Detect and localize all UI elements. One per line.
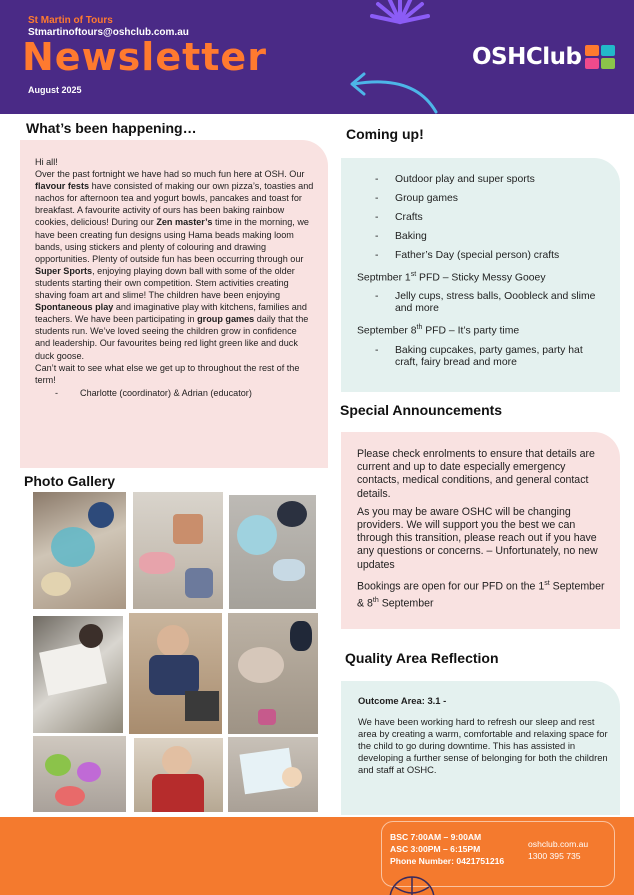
outcome-area: Outcome Area: 3.1 - (358, 695, 447, 706)
hotline-number[interactable]: 1300 395 735 (528, 851, 581, 861)
bold-phrase: Zen master’s (156, 217, 213, 228)
happening-paragraph (35, 168, 314, 362)
signoff-dash: - (55, 387, 59, 398)
section-heading-quality: Quality Area Reflection (345, 650, 499, 666)
bsc-hours: BSC 7:00AM – 9:00AM (390, 832, 482, 842)
bold-phrase: group games (197, 314, 255, 325)
bold-phrase: Spontaneous play (35, 302, 114, 313)
text-run: Over the past fortnight we have had so much fun here at OSH. Our (35, 169, 305, 180)
signoff-text: Charlotte (coordinator) & Adrian (educator) (80, 387, 252, 398)
list-item: - Group games (375, 193, 458, 204)
special-panel (341, 432, 620, 629)
gallery-photo (134, 738, 223, 812)
quality-text: We have been working hard to refresh our sleep and rest area by creating a warm, comfortable and relaxing space for the child to go during downtime. This has assisted in developing a further sense of belonging for both the children and staff at OSHC. (358, 716, 608, 776)
gallery-photo (33, 736, 126, 812)
announcement-2: As you may be aware OSHC will be changing providers. We will support you the best we can through this transition, please reach out if you have any questions or concerns. – Unfortunately, no new updates (357, 505, 598, 571)
website-link[interactable]: oshclub.com.au (528, 839, 589, 849)
list-item: - Baking (375, 231, 427, 242)
header-banner (0, 0, 634, 114)
bold-phrase: Super Sports (35, 265, 93, 276)
happening-panel (20, 140, 328, 468)
newsletter-title: Newsletter (22, 35, 267, 79)
announcement-3: Bookings are open for our PFD on the 1st September & 8th September (357, 579, 605, 610)
gallery-photo (129, 613, 222, 734)
pfd-heading-2: September 8th PFD – It’s party time (357, 324, 520, 337)
list-item: - Crafts (375, 212, 423, 223)
list-item: - Baking cupcakes, party games, party hat craft, fairy bread and more (375, 344, 583, 368)
bold-phrase: flavour fests (35, 181, 90, 192)
section-heading-happening: What’s been happening… (26, 120, 197, 136)
newsletter-date: August 2025 (28, 85, 82, 95)
section-heading-special: Special Announcements (340, 402, 503, 418)
gallery-photo (229, 495, 316, 609)
gallery-photo (228, 613, 318, 734)
gallery-photo (133, 492, 223, 609)
footer-bar (0, 817, 634, 895)
asc-hours: ASC 3:00PM – 6:15PM (390, 844, 481, 854)
gallery-photo (33, 492, 126, 609)
quality-panel (341, 681, 620, 815)
announcement-1: Please check enrolments to ensure that details are current and up to date especially emergency contacts, medical conditions, and general contact details. (357, 448, 595, 500)
org-email[interactable]: Stmartinoftours@oshclub.com.au (28, 27, 189, 38)
section-heading-gallery: Photo Gallery (24, 473, 116, 489)
phone-number[interactable]: Phone Number: 0421751216 (390, 856, 505, 866)
org-name: St Martin of Tours (28, 15, 113, 26)
section-heading-coming-up: Coming up! (346, 126, 424, 142)
list-item: - Outdoor play and super sports (375, 174, 535, 185)
footer-site-info (528, 838, 588, 862)
pfd-heading-1: Septmber 1st PFD – Sticky Messy Gooey (357, 271, 546, 284)
curved-arrow-icon (340, 60, 440, 114)
text-run: have consisted of making our own pizza’s, toasties and nachos for afternoon tea and yogurt bowls, pancakes and toast for breakfast. A favourite activity of ours has been baking rainbow cookies, delicious! During our (35, 181, 314, 228)
logo-mark-icon (585, 45, 615, 69)
happening-closing: Can’t wait to see what else we get up to throughout the rest of the term! (35, 362, 300, 385)
oshclub-logo (472, 44, 615, 70)
greeting: Hi all! (35, 157, 58, 167)
text-run: time in the morning, we have been creating fun designs using Hama beads making loom bands, using stickers and plenty of colouring and drawing opportunities. Plenty of outside fun has been occurring through our (35, 217, 309, 264)
gallery-photo (33, 616, 123, 733)
basketball-icon (387, 873, 437, 895)
gallery-photo (228, 737, 318, 812)
coming-up-panel (341, 158, 620, 392)
list-item: - Jelly cups, stress balls, Ooobleck and slime and more (375, 291, 596, 315)
text-run: , enjoying playing down ball with some of the older students starting their own competition. Stem activities creating shaving foam art and slime! The children have been enjoying (35, 265, 295, 301)
signoff (35, 387, 314, 399)
list-item: - Father’s Day (special person) crafts (375, 250, 560, 261)
logo-text: OSHClub (472, 44, 582, 70)
text-run: daily that the students run. We’ve loved seeing the children grow in confidence and leadership. Our favourites being red light green like and duck duck goose. (35, 314, 309, 361)
starburst-decoration (360, 0, 440, 32)
text-run: and imaginative play with kitchens, families and teachers. We have been participating in (35, 302, 307, 325)
